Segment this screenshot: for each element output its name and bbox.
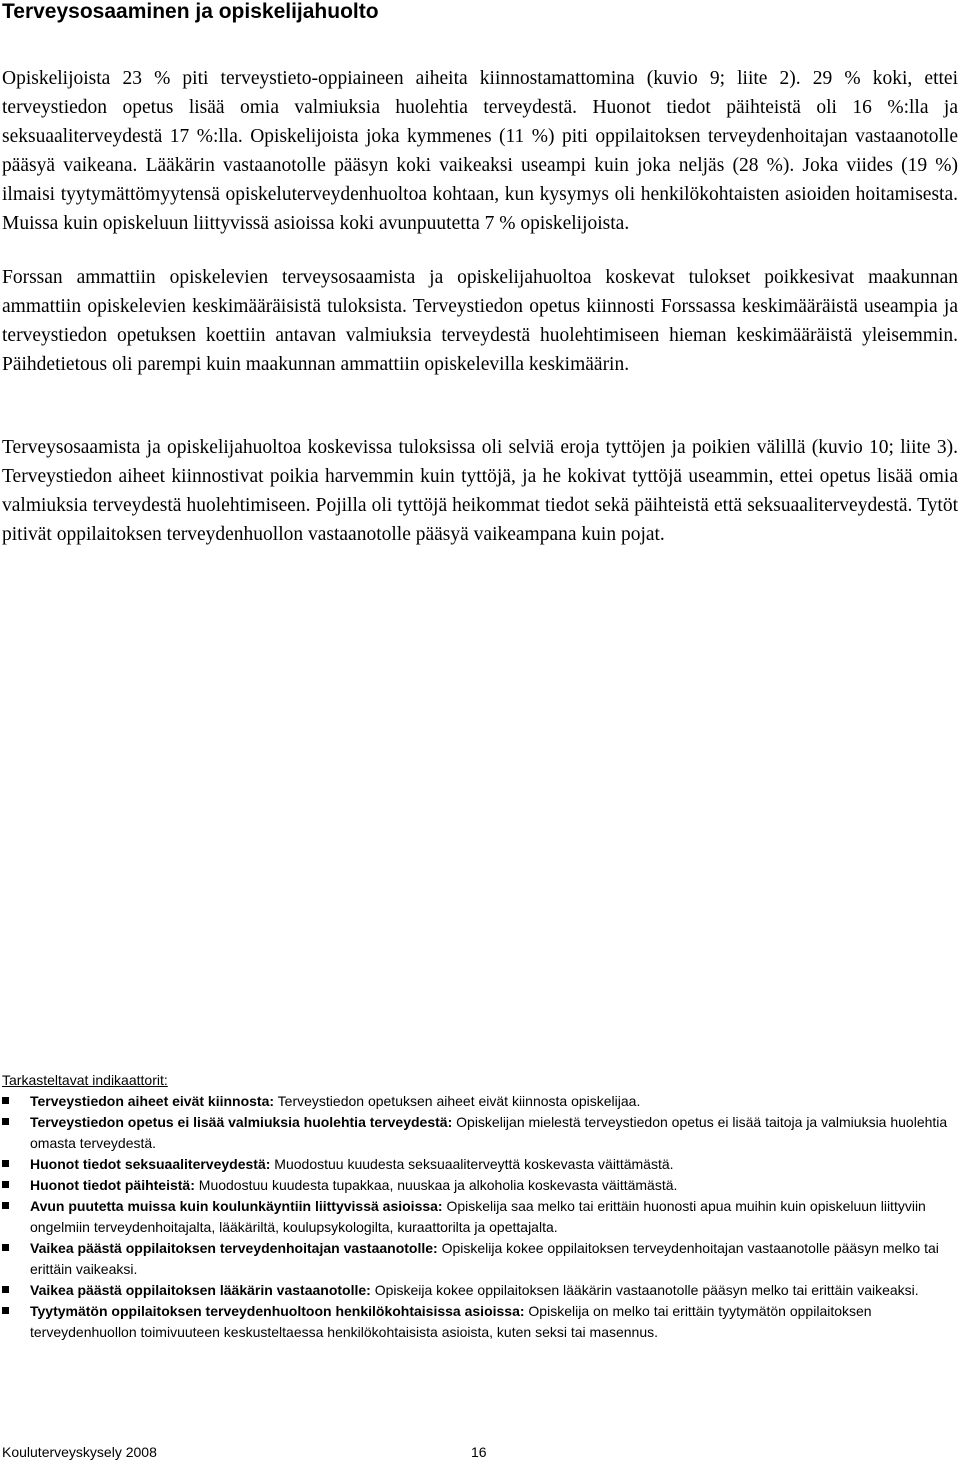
list-item (2, 1196, 952, 1238)
bullet-icon (2, 1118, 9, 1125)
indicator-desc: Muodostuu kuudesta tupakkaa, nuuskaa ja alkoholia koskevasta väittämästä. (194, 1177, 678, 1193)
bullet-icon (2, 1160, 9, 1167)
indicator-desc: Opiskelijan mielestä terveystiedon opetus ei lisää taitoja ja valmiuksia huolehtia omasta terveydestä. (30, 1114, 948, 1151)
list-item (2, 1238, 952, 1280)
indicator-term: Huonot tiedot seksuaaliterveydestä: (30, 1156, 271, 1172)
bullet-icon (2, 1244, 9, 1251)
paragraph-1: Opiskelijoista 23 % piti terveystieto-oppiaineen aiheita kiinnostamattomina (kuvio 9; liite 2). 29 % koki, ettei terveystiedon opetus lisää omia valmiuksia huolehtia terveydestä. Huonot tiedot päihteistä oli 16 %:lla ja seksuaaliterveydestä 17 %:lla. Opiskelijoista joka kymmenes (11 %) piti oppilaitoksen terveydenhoitajan vastaanotolle pääsyä vaikeana. Lääkärin vastaanotolle pääsyn koki vaikeaksi useampi kuin joka neljäs (28 %). Joka viides (19 %) ilmaisi tyytymättömyytensä opiskeluterveydenhuoltoa kohtaan, kun kysymys oli henkilökohtaisten asioiden hoitamisesta. Muissa kuin opiskeluun liittyvissä asioissa koki avunpuutetta 7 % opiskelijoista. (2, 68, 958, 234)
list-item (2, 1091, 952, 1112)
indicator-term: Vaikea päästä oppilaitoksen lääkärin vastaanotolle: (30, 1282, 371, 1298)
list-item (2, 1301, 952, 1343)
page-number: 16 (471, 1444, 487, 1460)
indicator-desc: Opiskelija saa melko tai erittäin huonosti apua muihin kuin opiskeluun liittyviin ongelmiin terveydenhoitajalta, lääkäriltä, koulupsykologilta, kuraattorilta ja opettajalta. (30, 1198, 926, 1235)
indicator-term: Avun puutetta muissa kuin koulunkäyntiin liittyvissä asioissa: (30, 1198, 443, 1214)
indicator-desc: Terveystiedon opetuksen aiheet eivät kiinnosta opiskelijaa. (274, 1093, 641, 1109)
bullet-icon (2, 1307, 9, 1314)
indicator-desc: Opiskelija on melko tai erittäin tyytymätön oppilaitoksen terveydenhuollon toimivuuteen keskusteltaessa henkilökohtaisista asioista, kuten seksi tai masennus. (30, 1303, 872, 1340)
indicator-term: Terveystiedon opetus ei lisää valmiuksia huolehtia terveydestä: (30, 1114, 453, 1130)
list-item (2, 1112, 952, 1154)
paragraph-3: Terveysosaamista ja opiskelijahuoltoa koskevissa tuloksissa oli selviä eroja tyttöjen ja poikien välillä (kuvio 10; liite 3). Terveystiedon aiheet kiinnostivat poikia harvemmin kuin tyttöjä, ja he kokivat tyttöjä useammin, ettei opetus lisää omia valmiuksia terveydestä huolehtimiseen. Pojilla oli tyttöjä heikommat tiedot sekä päihteistä että seksuaaliterveydestä. Tytöt pitivät oppilaitoksen terveydenhuollon vastaanotolle pääsyä vaikeampana kuin pojat. (2, 437, 958, 545)
indicator-term: Vaikea päästä oppilaitoksen terveydenhoitajan vastaanotolle: (30, 1240, 438, 1256)
footer-publication: Kouluterveyskysely 2008 (2, 1444, 157, 1460)
bullet-icon (2, 1286, 9, 1293)
indicator-term: Huonot tiedot päihteistä: (30, 1177, 195, 1193)
indicator-term: Terveystiedon aiheet eivät kiinnosta: (30, 1093, 275, 1109)
indicator-desc: Opiskelija kokee oppilaitoksen terveydenhoitajan vastaanotolle pääsyn melko tai erittäin vaikeaksi. (30, 1240, 939, 1277)
indicators-title: Tarkasteltavat indikaattorit: (2, 1072, 168, 1088)
indicator-term: Tyytymätön oppilaitoksen terveydenhuoltoon henkilökohtaisissa asioissa: (30, 1303, 525, 1319)
indicator-desc: Opiskeija kokee oppilaitoksen lääkärin vastaanotolle pääsyn melko tai erittäin vaikeaksi. (370, 1282, 919, 1298)
list-item (2, 1175, 952, 1196)
bullet-icon (2, 1202, 9, 1209)
indicator-desc: Muodostuu kuudesta seksuaaliterveyttä koskevasta väittämästä. (270, 1156, 674, 1172)
section-heading: Terveysosaaminen ja opiskelijahuolto (2, 0, 379, 23)
paragraph-2: Forssan ammattiin opiskelevien terveysosaamista ja opiskelijahuoltoa koskevat tulokset poikkesivat maakunnan ammattiin opiskelevien keskimääräisistä tuloksista. Terveystiedon opetus kiinnosti Forssassa keskimääräistä useampia ja terveystiedon opetuksen koettiin antavan valmiuksia terveydestä huolehtimiseen hieman keskimääräistä yleisemmin. Päihdetietous oli parempi kuin maakunnan ammattiin opiskelevilla keskimäärin. (2, 267, 958, 375)
list-item (2, 1154, 952, 1175)
bullet-icon (2, 1181, 9, 1188)
indicators-list (2, 1091, 952, 1343)
bullet-icon (2, 1097, 9, 1104)
indicators-box (2, 1070, 952, 1343)
list-item (2, 1280, 952, 1301)
